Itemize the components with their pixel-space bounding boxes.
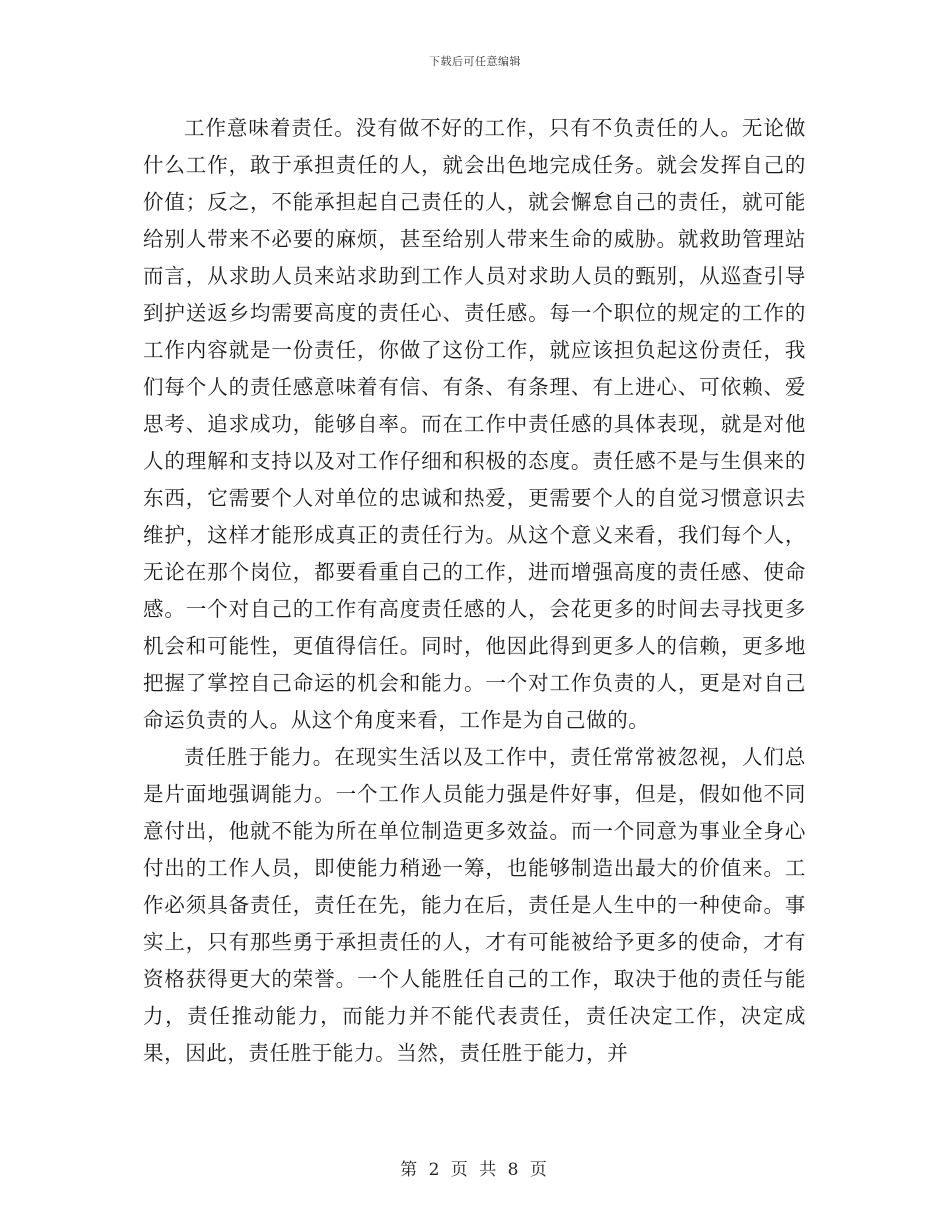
- page-number: 第 2 页 共 8 页: [400, 1160, 550, 1180]
- document-body: [143, 110, 806, 1072]
- paragraph-2: 责任胜于能力。在现实生活以及工作中，责任常常被忽视，人们总是片面地强调能力。一个工作人员能力强是件好事，但是，假如他不同意付出，他就不能为所在单位制造更多效益。而一个同意为事业全身心付出的工作人员，即使能力稍逊一筹，也能够制造出最大的价值来。工作必须具备责任，责任在先，能力在后，责任是人生中的一种使命。事实上，只有那些勇于承担责任的人，才有可能被给予更多的使命，才有资格获得更大的荣誉。一个人能胜任自己的工作，取决于他的责任与能力，责任推动能力，而能力并不能代表责任，责任决定工作，决定成果，因此，责任胜于能力。当然，责任胜于能力，并: [143, 745, 806, 1065]
- paragraph-1: 工作意味着责任。没有做不好的工作，只有不负责任的人。无论做什么工作，敢于承担责任的人，就会出色地完成任务。就会发挥自己的价值；反之，不能承担起自己责任的人，就会懈怠自己的责任，就可能给别人带来不必要的麻烦，甚至给别人带来生命的威胁。就救助管理站而言，从求助人员来站求助到工作人员对求助人员的甄别，从巡查引导到护送返乡均需要高度的责任心、责任感。每一个职位的规定的工作的工作内容就是一份责任，你做了这份工作，就应该担负起这份责任，我们每个人的责任感意味着有信、有条、有条理、有上进心、可依赖、爱思考、追求成功，能够自率。而在工作中责任感的具体表现，就是对他人的理解和支持以及对工作仔细和积极的态度。责任感不是与生俱来的东西，它需要个人对单位的忠诚和热爱，更需要个人的自觉习惯意识去维护，这样才能形成真正的责任行为。从这个意义来看，我们每个人，无论在那个岗位，都要看重自己的工作，进而增强高度的责任感、使命感。一个对自己的工作有高度责任感的人，会花更多的时间去寻找更多机会和可能性，更值得信任。同时，他因此得到更多人的信赖，更多地把握了掌控自己命运的机会和能力。一个对工作负责的人，更是对自己命运负责的人。从这个角度来看，工作是为自己做的。: [143, 116, 806, 732]
- page-header: 下载后可任意编辑: [429, 55, 521, 68]
